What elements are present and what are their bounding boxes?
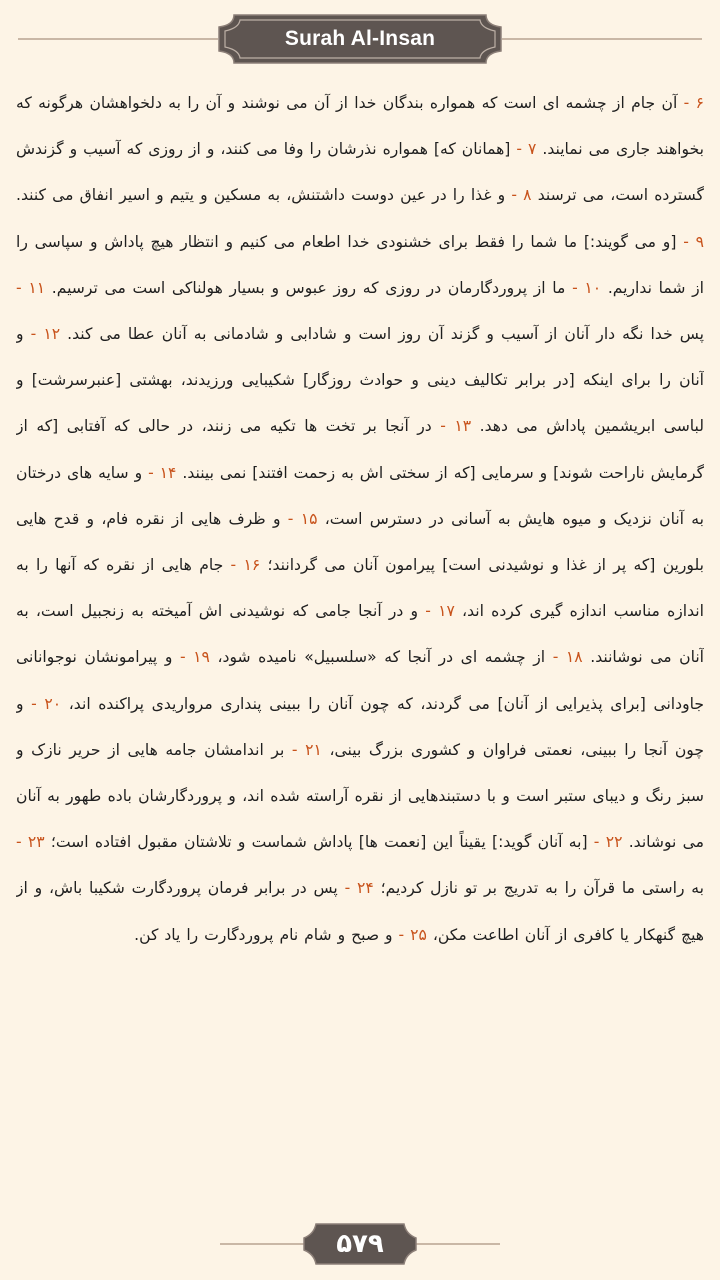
- verse-text: پس در برابر فرمان پروردگارت شکیبا باش، و از هیچ گنهکار یا کافری از آنان اطاعت مکن،: [16, 879, 704, 944]
- verse-number: ۲۲ -: [593, 833, 623, 852]
- header-rule-right: [502, 38, 702, 40]
- verse-number: ۲۰ -: [31, 694, 62, 713]
- verse-text-block: [16, 80, 704, 1206]
- verse-text: در آنجا بر تخت ها تکیه می زنند، در حالی که آفتابی [که از گرمایش ناراحت شوند] و سرمایی [که از سختی اش به زحمت افتند] نمی بینند.: [16, 417, 704, 482]
- verse-number: ۱۵ -: [287, 509, 318, 528]
- verse-number: ۶ -: [683, 94, 704, 112]
- verse-text: بر اندامشان جامه هایی از حریر نازک و سبز رنگ و دیبای ستبر است و با دستبندهایی از نقره آراسته شده اند، و پروردگارشان باده طهور به آنان می نوشاند.: [16, 740, 704, 852]
- footer-rule-left: [220, 1243, 310, 1245]
- verse-number: ۱۹ -: [179, 648, 210, 667]
- verse-text: و صبح و شام نام پروردگارت را یاد کن.: [134, 925, 399, 944]
- verse-number: ۸ -: [511, 186, 532, 205]
- page-footer: [0, 1210, 720, 1270]
- verse-number: ۱۷ -: [425, 602, 455, 621]
- verse-number: ۱۰ -: [572, 278, 602, 297]
- header-rule-left: [18, 38, 218, 40]
- verse: [210, 648, 583, 666]
- verse-text: ما از پروردگارمان در روزی که روز عبوس و بسیار هولناکی است می ترسیم.: [45, 278, 573, 297]
- verse-number: ۱۶ -: [230, 556, 261, 575]
- verse-text: از چشمه ای در آنجا که «سلسبیل» نامیده شود،: [209, 648, 553, 667]
- verse-text: و سایه های درختان به آنان نزدیک و میوه هایش به آسانی در دسترس است،: [16, 463, 704, 528]
- verse-text: [همانان که] همواره نذرشان را وفا می کنند، و از روزی که آسیب و گزندش گسترده است، می ترسند: [16, 140, 704, 205]
- page-header: [0, 0, 720, 80]
- verse-number: ۲۵ -: [398, 925, 427, 944]
- verse-text: و ظرف هایی از نقره فام، و قدح هایی بلورین [که پر از غذا و نوشیدنی است] پیرامون آنان می گردانند؛: [16, 509, 704, 575]
- verse-text: و پیرامونشان نوجوانانی جاودانی [برای پذیرایی از آنان] می گردند، که چون آنان را ببینی پنداری مرواریدی پراکنده اند،: [16, 648, 704, 713]
- page-number-badge: [302, 1222, 418, 1266]
- verse: [45, 279, 601, 297]
- verse-number: ۷ -: [516, 140, 537, 159]
- verse-text: [و می گویند:] ما شما را فقط برای خشنودی خدا اطعام می کنیم و انتظار هیچ پاداش و سپاسی را از شما نداریم.: [16, 232, 704, 297]
- verse-text: پس خدا نگه دار آنان از آسیب و گزند آن روز است و شادابی و شادمانی به آنان عطا می کند.: [60, 325, 704, 344]
- verse-number: ۱۱ -: [16, 278, 46, 297]
- verse-text: جام هایی از نقره که آنها را به اندازه مناسب اندازه گیری کرده اند،: [16, 556, 704, 621]
- verse-number: ۱۳ -: [440, 417, 472, 436]
- surah-title: Surah Al-Insan: [284, 27, 436, 50]
- verse-number: ۲۱ -: [291, 740, 322, 759]
- page-number: ۵۷۹: [336, 1229, 384, 1259]
- verse-text: [به آنان گوید:] یقیناً این [نعمت ها] پاداش شماست و تلاشتان مقبول افتاده است؛: [44, 833, 594, 852]
- verse: [16, 186, 532, 204]
- verse: [45, 833, 623, 851]
- surah-title-banner: [218, 14, 502, 64]
- verse-text: آن جام از چشمه ای است که همواره بندگان خدا از آن می نوشند و آن را به دلخواهشان هرگونه که بخواهند جاری می نمایند.: [16, 94, 704, 159]
- verse-number: ۲۴ -: [344, 879, 374, 898]
- verse-number: ۹ -: [683, 232, 704, 251]
- footer-rule-right: [410, 1243, 500, 1245]
- verse-number: ۱۲ -: [30, 325, 61, 344]
- verse-number: ۱۸ -: [552, 648, 583, 667]
- verse-text: و غذا را در عین دوست داشتنش، به مسکین و یتیم و اسیر انفاق می کنند.: [16, 186, 512, 205]
- verse-text: به راستی ما قرآن را به تدریج بر تو نازل کردیم؛: [373, 879, 704, 898]
- verse-text: و در آنجا جامی که نوشیدنی اش آمیخته به زنجبیل است، به آنان می نوشانند.: [16, 602, 704, 667]
- verse-number: ۲۳ -: [16, 833, 45, 852]
- verse-text: و آنان را برای اینکه [در برابر تکالیف دینی و حوادث روزگار] شکیبایی ورزیدند، بهشتی [عنبرسرشت] و لباسی ابریشمین پاداش می دهد.: [16, 325, 704, 436]
- verse: [134, 926, 427, 944]
- verse-number: ۱۴ -: [148, 463, 177, 482]
- verse-text: و چون آنجا را ببینی، نعمتی فراوان و کشوری بزرگ بینی،: [16, 694, 704, 759]
